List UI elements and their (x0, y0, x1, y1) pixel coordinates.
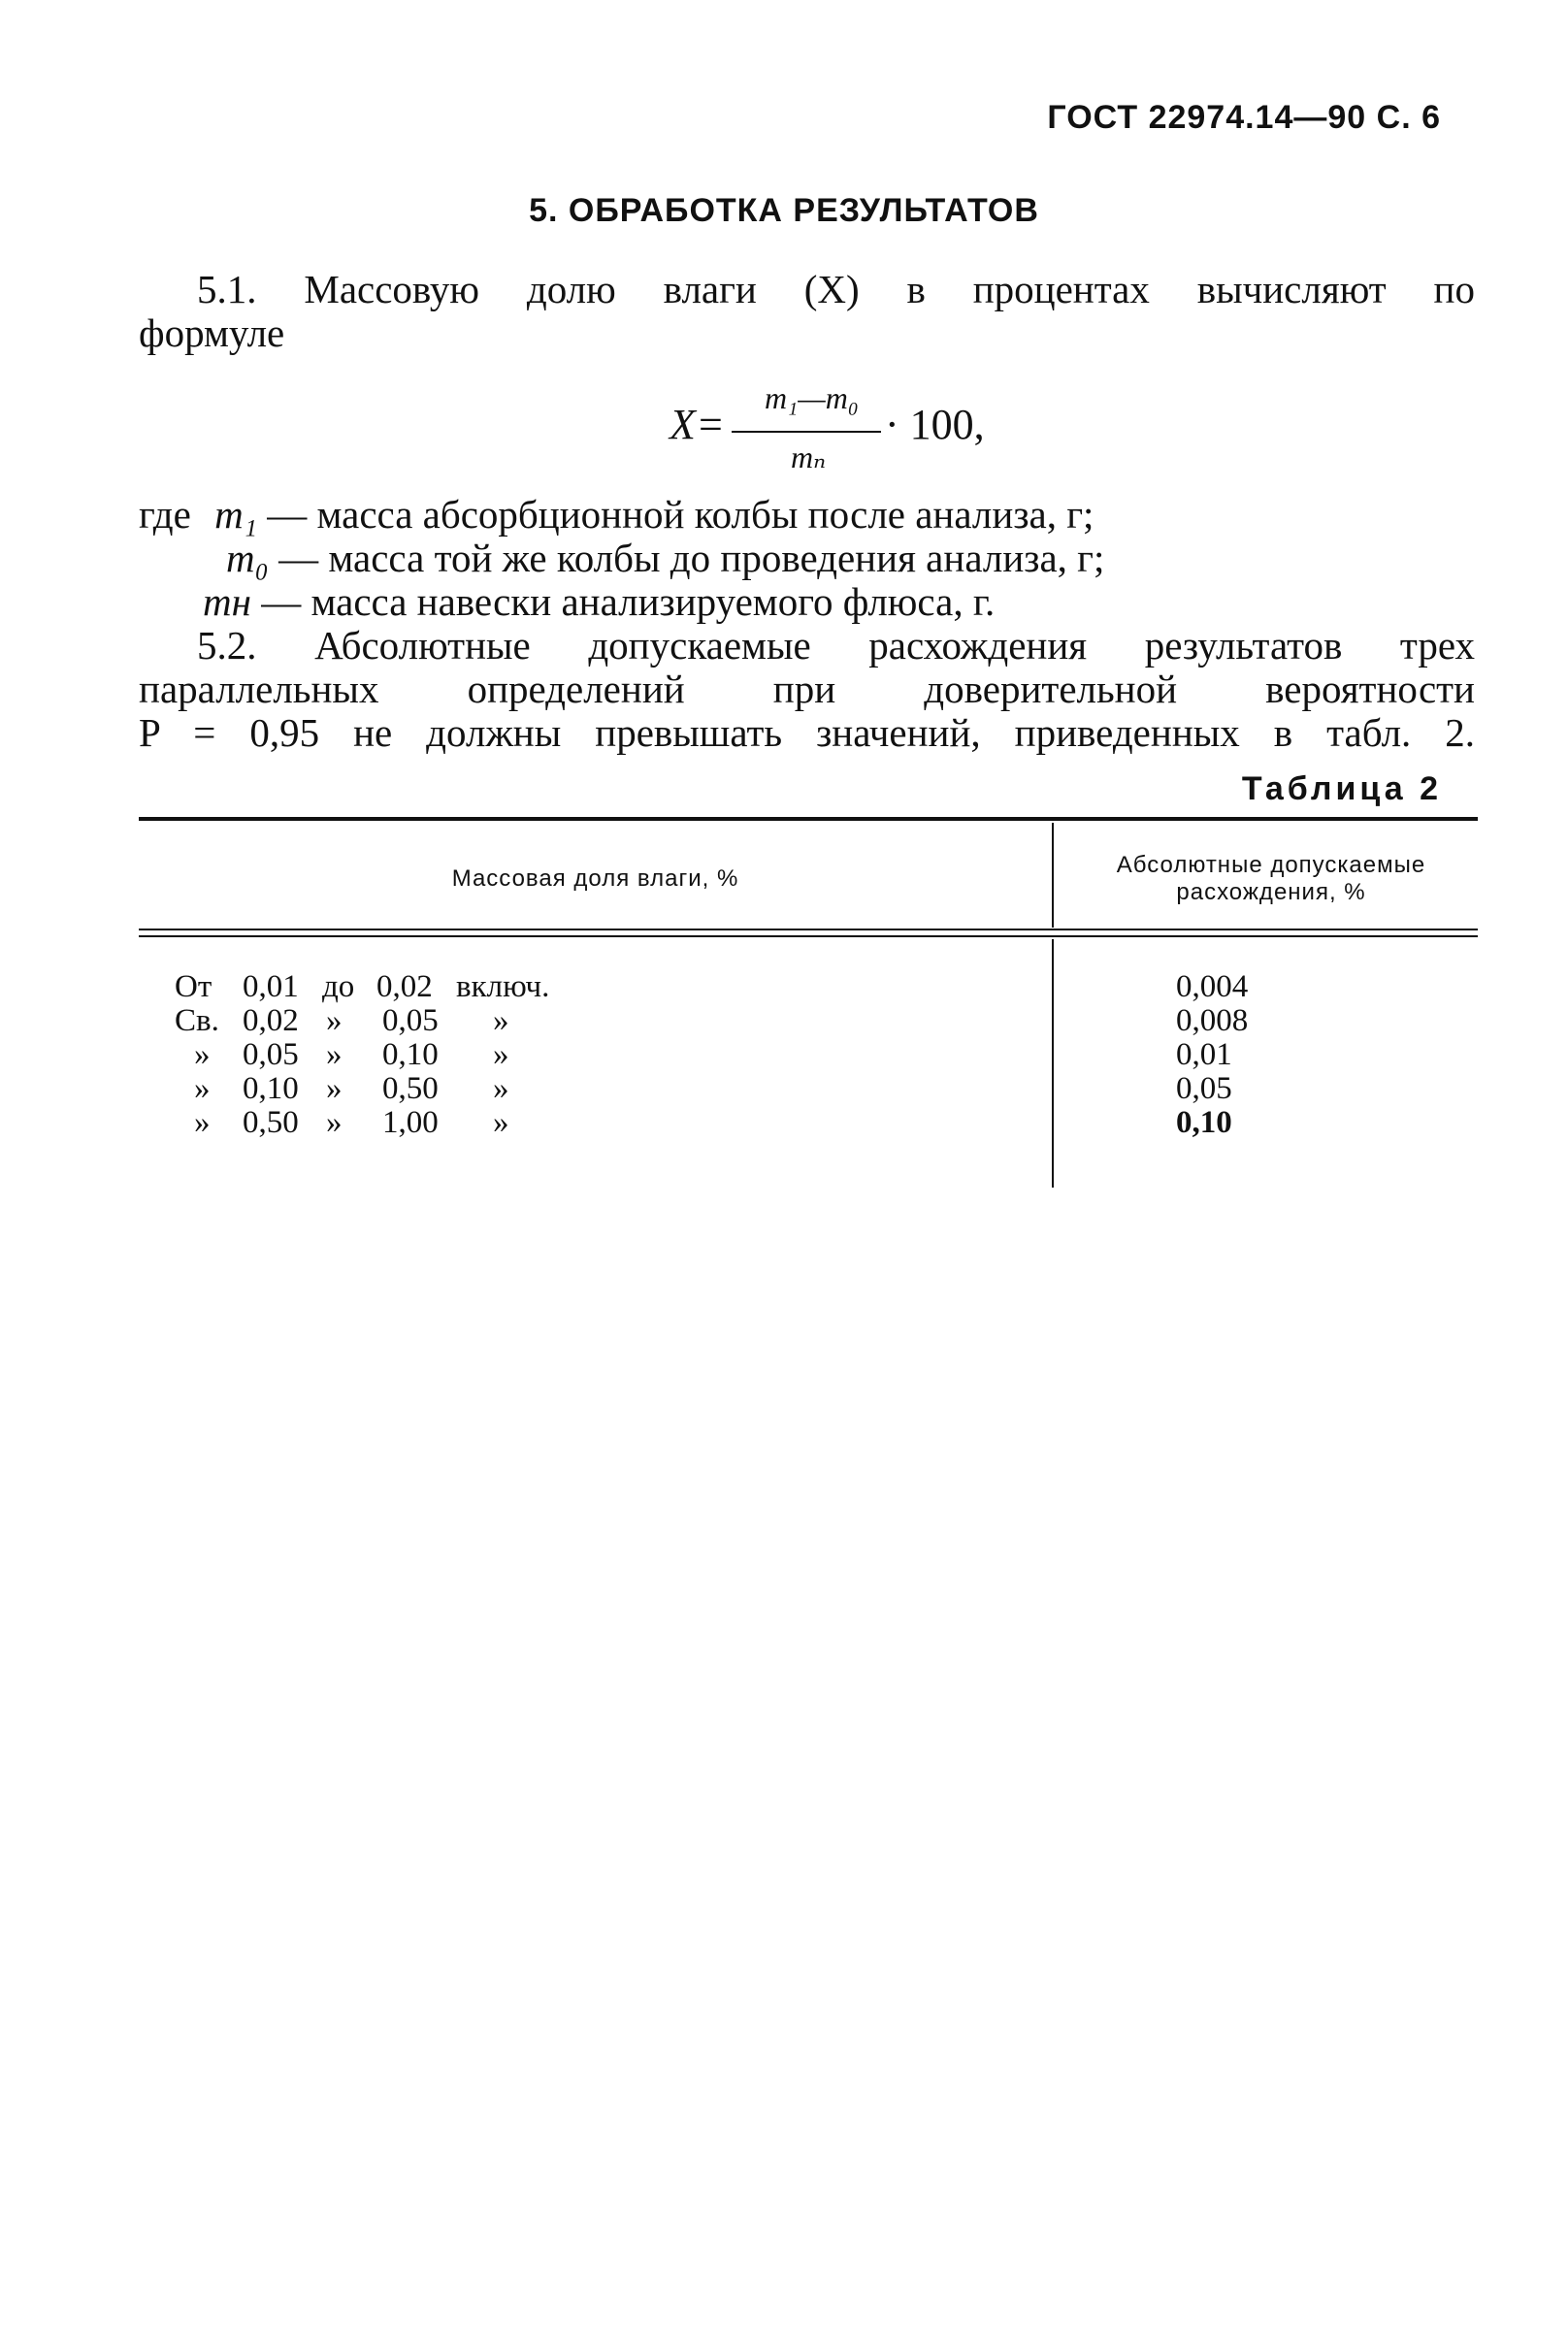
row-tolerance-value: 0,10 (1176, 1105, 1232, 1140)
moisture-formula (670, 380, 1058, 477)
row-tolerance-value: 0,008 (1176, 1003, 1249, 1038)
row-from-value: 0,02 (243, 1003, 299, 1038)
paragraph-5-1-line-2: формуле (139, 310, 285, 355)
definition-m0 (226, 537, 1104, 580)
formula-lhs: X (670, 401, 696, 448)
table-row (0, 1072, 1568, 1106)
table-header-rule-1 (139, 929, 1478, 930)
row-to-value: 0,05 (382, 1003, 439, 1038)
row-prefix: » (194, 1071, 211, 1106)
section-title: 5. ОБРАБОТКА РЕЗУЛЬТАТОВ (529, 192, 1039, 229)
table-header-moisture: Массовая доля влаги, % (451, 865, 739, 892)
formula-equals: = (699, 401, 723, 448)
row-connector: до (322, 969, 355, 1004)
row-from-value: 0,01 (243, 969, 299, 1004)
table-header-tolerance: Абсолютные допускаемые расхождения, % (1116, 852, 1426, 905)
row-from-value: 0,50 (243, 1105, 299, 1140)
definition-text: — масса навески анализируемого флюса, г. (261, 579, 996, 624)
row-to-value: 0,50 (382, 1071, 439, 1106)
row-suffix: » (493, 1003, 509, 1038)
row-from-value: 0,05 (243, 1037, 299, 1072)
table-top-rule (139, 817, 1478, 821)
table-row (0, 970, 1568, 1004)
row-tolerance-value: 0,01 (1176, 1037, 1232, 1072)
definition-mn (203, 580, 995, 624)
row-prefix: Св. (175, 1003, 219, 1038)
row-suffix: » (493, 1071, 509, 1106)
row-suffix: » (493, 1037, 509, 1072)
row-suffix: включ. (456, 969, 550, 1004)
page-header-reference: ГОСТ 22974.14—90 С. 6 (1047, 99, 1441, 136)
row-to-value: 1,00 (382, 1105, 439, 1140)
table-row (0, 1038, 1568, 1072)
row-tolerance-value: 0,004 (1176, 969, 1249, 1004)
row-prefix: » (194, 1105, 211, 1140)
row-to-value: 0,10 (382, 1037, 439, 1072)
fraction-bar (732, 431, 881, 433)
definition-symbol: mн (203, 579, 251, 624)
table-row (0, 1004, 1568, 1038)
definition-symbol: m₀ (226, 536, 269, 580)
paragraph-5-2-line-2: параллельных определений при доверительной вероятности (139, 667, 1475, 711)
row-suffix: » (493, 1105, 509, 1140)
row-connector: » (326, 1003, 343, 1038)
row-prefix: От (175, 969, 212, 1004)
definition-lead: где (139, 492, 191, 537)
definition-symbol: m₁ (214, 492, 257, 537)
row-tolerance-value: 0,05 (1176, 1071, 1232, 1106)
row-connector: » (326, 1071, 343, 1106)
formula-denominator: mₙ (791, 440, 827, 474)
row-connector: » (326, 1105, 343, 1140)
paragraph-5-2-line-1: 5.2. Абсолютные допускаемые расхождения результатов трех (197, 623, 1475, 668)
table-header-rule-2 (139, 935, 1478, 937)
formula-numerator: m₁—m₀ (765, 380, 859, 415)
row-prefix: » (194, 1037, 211, 1072)
definition-text: — масса абсорбционной колбы после анализа, г; (267, 492, 1094, 537)
definition-text: — масса той же колбы до проведения анализа, г; (278, 536, 1105, 580)
paragraph-5-1-line-1: 5.1. Массовую долю влаги (X) в процентах вычисляют по (197, 267, 1475, 311)
table-row (0, 1106, 1568, 1140)
formula-multiplier: · 100, (885, 401, 985, 448)
row-to-value: 0,02 (376, 969, 433, 1004)
table-caption: Таблица 2 (1241, 770, 1442, 807)
paragraph-5-2-line-3: P = 0,95 не должны превышать значений, приведенных в табл. 2. (139, 710, 1475, 755)
row-from-value: 0,10 (243, 1071, 299, 1106)
definition-m1 (139, 493, 1094, 537)
row-connector: » (326, 1037, 343, 1072)
table-column-divider-header (1052, 823, 1054, 928)
